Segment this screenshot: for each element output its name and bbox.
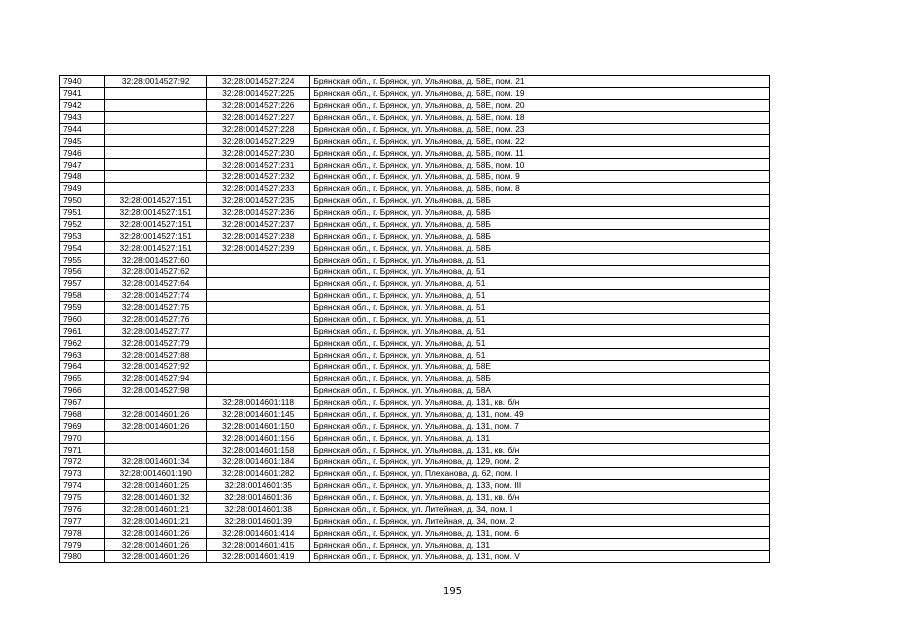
row-number-cell: 7958 (60, 289, 105, 301)
parcel-number-cell (105, 135, 207, 147)
row-number-cell: 7942 (60, 99, 105, 111)
object-number-cell (207, 325, 310, 337)
parcel-number-cell: 32:28:0014527:151 (105, 242, 207, 254)
object-number-cell: 32:28:0014527:227 (207, 111, 310, 123)
object-number-cell (207, 266, 310, 278)
address-cell: Брянская обл., г. Брянск, ул. Ульянова, д. 58Б, пом. 9 (310, 171, 770, 183)
address-cell: Брянская обл., г. Брянск, ул. Ульянова, д. 58Е, пом. 19 (310, 87, 770, 99)
parcel-number-cell: 32:28:0014527:88 (105, 349, 207, 361)
row-number-cell: 7956 (60, 266, 105, 278)
row-number-cell: 7944 (60, 123, 105, 135)
address-cell: Брянская обл., г. Брянск, ул. Ульянова, д. 131, пом. V (310, 551, 770, 563)
row-number-cell: 7945 (60, 135, 105, 147)
object-number-cell: 32:28:0014527:226 (207, 99, 310, 111)
table-row (60, 99, 770, 111)
address-cell: Брянская обл., г. Брянск, ул. Ульянова, д. 131, пом. 49 (310, 408, 770, 420)
address-cell: Брянская обл., г. Брянск, ул. Ульянова, д. 131, кв. б/н (310, 396, 770, 408)
address-cell: Брянская обл., г. Брянск, ул. Ульянова, д. 51 (310, 289, 770, 301)
address-cell: Брянская обл., г. Брянск, ул. Ульянова, д. 51 (310, 349, 770, 361)
object-number-cell: 32:28:0014527:229 (207, 135, 310, 147)
table-row (60, 515, 770, 527)
parcel-number-cell: 32:28:0014601:21 (105, 503, 207, 515)
table-row (60, 396, 770, 408)
table-row (60, 230, 770, 242)
row-number-cell: 7948 (60, 171, 105, 183)
object-number-cell: 32:28:0014601:35 (207, 479, 310, 491)
parcel-number-cell: 32:28:0014601:34 (105, 456, 207, 468)
object-number-cell (207, 337, 310, 349)
object-number-cell: 32:28:0014527:224 (207, 76, 310, 88)
row-number-cell: 7953 (60, 230, 105, 242)
table-row (60, 111, 770, 123)
table-row (60, 147, 770, 159)
table-row (60, 539, 770, 551)
address-cell: Брянская обл., г. Брянск, ул. Ульянова, д. 51 (310, 337, 770, 349)
table-row (60, 551, 770, 563)
parcel-number-cell: 32:28:0014527:75 (105, 301, 207, 313)
row-number-cell: 7959 (60, 301, 105, 313)
object-number-cell: 32:28:0014601:419 (207, 551, 310, 563)
row-number-cell: 7954 (60, 242, 105, 254)
address-cell: Брянская обл., г. Брянск, ул. Ульянова, д. 131 (310, 539, 770, 551)
object-number-cell: 32:28:0014601:282 (207, 467, 310, 479)
object-number-cell: 32:28:0014601:150 (207, 420, 310, 432)
parcel-number-cell: 32:28:0014601:32 (105, 491, 207, 503)
parcel-number-cell: 32:28:0014527:60 (105, 254, 207, 266)
address-cell: Брянская обл., г. Брянск, ул. Ульянова, д. 58Б, пом. 8 (310, 182, 770, 194)
row-number-cell: 7963 (60, 349, 105, 361)
address-cell: Брянская обл., г. Брянск, ул. Ульянова, д. 58Б (310, 206, 770, 218)
parcel-number-cell: 32:28:0014601:26 (105, 408, 207, 420)
table-row (60, 194, 770, 206)
table-row (60, 206, 770, 218)
address-cell: Брянская обл., г. Брянск, ул. Ульянова, д. 58Б, пом. 10 (310, 159, 770, 171)
object-number-cell: 32:28:0014527:233 (207, 182, 310, 194)
table-row (60, 301, 770, 313)
row-number-cell: 7980 (60, 551, 105, 563)
object-number-cell: 32:28:0014527:235 (207, 194, 310, 206)
table-row (60, 242, 770, 254)
table-row (60, 135, 770, 147)
table-row (60, 527, 770, 539)
table-row (60, 456, 770, 468)
object-number-cell: 32:28:0014601:118 (207, 396, 310, 408)
object-number-cell: 32:28:0014601:414 (207, 527, 310, 539)
parcel-number-cell: 32:28:0014601:190 (105, 467, 207, 479)
row-number-cell: 7975 (60, 491, 105, 503)
object-number-cell: 32:28:0014601:156 (207, 432, 310, 444)
table-row (60, 76, 770, 88)
row-number-cell: 7950 (60, 194, 105, 206)
parcel-number-cell: 32:28:0014601:26 (105, 551, 207, 563)
object-number-cell (207, 289, 310, 301)
address-cell: Брянская обл., г. Брянск, ул. Плеханова, д. 62, пом. I (310, 467, 770, 479)
object-number-cell: 32:28:0014527:239 (207, 242, 310, 254)
parcel-number-cell (105, 99, 207, 111)
table-row (60, 266, 770, 278)
table-row (60, 444, 770, 456)
parcel-number-cell (105, 182, 207, 194)
table-row (60, 420, 770, 432)
row-number-cell: 7976 (60, 503, 105, 515)
address-cell: Брянская обл., г. Брянск, ул. Ульянова, д. 58Б (310, 194, 770, 206)
address-cell: Брянская обл., г. Брянск, ул. Ульянова, д. 58Е, пом. 22 (310, 135, 770, 147)
row-number-cell: 7967 (60, 396, 105, 408)
table-row (60, 432, 770, 444)
parcel-number-cell: 32:28:0014601:26 (105, 539, 207, 551)
address-cell: Брянская обл., г. Брянск, ул. Ульянова, д. 58Е, пом. 20 (310, 99, 770, 111)
table-row (60, 503, 770, 515)
row-number-cell: 7951 (60, 206, 105, 218)
address-cell: Брянская обл., г. Брянск, ул. Ульянова, д. 58Б (310, 230, 770, 242)
object-number-cell: 32:28:0014601:38 (207, 503, 310, 515)
table-row (60, 325, 770, 337)
parcel-number-cell: 32:28:0014527:74 (105, 289, 207, 301)
row-number-cell: 7957 (60, 277, 105, 289)
address-cell: Брянская обл., г. Брянск, ул. Ульянова, д. 51 (310, 325, 770, 337)
table-row (60, 408, 770, 420)
table-row (60, 491, 770, 503)
table-row (60, 372, 770, 384)
address-cell: Брянская обл., г. Брянск, ул. Ульянова, д. 51 (310, 301, 770, 313)
address-cell: Брянская обл., г. Брянск, ул. Литейная, д. 34, пом. 2 (310, 515, 770, 527)
object-number-cell: 32:28:0014527:237 (207, 218, 310, 230)
parcel-number-cell (105, 111, 207, 123)
object-number-cell: 32:28:0014527:225 (207, 87, 310, 99)
row-number-cell: 7961 (60, 325, 105, 337)
object-number-cell: 32:28:0014527:228 (207, 123, 310, 135)
address-cell: Брянская обл., г. Брянск, ул. Литейная, д. 34, пом. I (310, 503, 770, 515)
row-number-cell: 7973 (60, 467, 105, 479)
address-cell: Брянская обл., г. Брянск, ул. Ульянова, д. 58Е, пом. 23 (310, 123, 770, 135)
row-number-cell: 7943 (60, 111, 105, 123)
table-row (60, 218, 770, 230)
object-number-cell (207, 349, 310, 361)
row-number-cell: 7966 (60, 384, 105, 396)
table-row (60, 87, 770, 99)
table-row (60, 254, 770, 266)
object-number-cell: 32:28:0014527:238 (207, 230, 310, 242)
table-row (60, 123, 770, 135)
parcel-number-cell: 32:28:0014601:26 (105, 420, 207, 432)
address-cell: Брянская обл., г. Брянск, ул. Ульянова, д. 131, кв. б/н (310, 491, 770, 503)
address-cell: Брянская обл., г. Брянск, ул. Ульянова, д. 51 (310, 254, 770, 266)
table-row (60, 361, 770, 373)
row-number-cell: 7952 (60, 218, 105, 230)
table-row (60, 171, 770, 183)
parcel-number-cell: 32:28:0014527:64 (105, 277, 207, 289)
parcel-number-cell: 32:28:0014527:76 (105, 313, 207, 325)
address-cell: Брянская обл., г. Брянск, ул. Ульянова, д. 131, пом. 7 (310, 420, 770, 432)
parcel-number-cell: 32:28:0014601:26 (105, 527, 207, 539)
row-number-cell: 7949 (60, 182, 105, 194)
row-number-cell: 7964 (60, 361, 105, 373)
row-number-cell: 7947 (60, 159, 105, 171)
parcel-number-cell: 32:28:0014527:77 (105, 325, 207, 337)
address-cell: Брянская обл., г. Брянск, ул. Ульянова, д. 129, пом. 2 (310, 456, 770, 468)
parcel-number-cell (105, 396, 207, 408)
table-row (60, 159, 770, 171)
object-number-cell: 32:28:0014527:231 (207, 159, 310, 171)
parcel-number-cell: 32:28:0014527:151 (105, 218, 207, 230)
parcel-number-cell (105, 147, 207, 159)
table-row (60, 384, 770, 396)
address-cell: Брянская обл., г. Брянск, ул. Ульянова, д. 58Б, пом. 11 (310, 147, 770, 159)
object-number-cell (207, 277, 310, 289)
property-table (59, 75, 770, 563)
object-number-cell: 32:28:0014601:36 (207, 491, 310, 503)
address-cell: Брянская обл., г. Брянск, ул. Ульянова, д. 51 (310, 277, 770, 289)
address-cell: Брянская обл., г. Брянск, ул. Ульянова, д. 51 (310, 313, 770, 325)
row-number-cell: 7970 (60, 432, 105, 444)
parcel-number-cell (105, 444, 207, 456)
address-cell: Брянская обл., г. Брянск, ул. Ульянова, д. 58Е, пом. 18 (310, 111, 770, 123)
parcel-number-cell (105, 123, 207, 135)
row-number-cell: 7979 (60, 539, 105, 551)
parcel-number-cell: 32:28:0014527:92 (105, 76, 207, 88)
row-number-cell: 7971 (60, 444, 105, 456)
row-number-cell: 7965 (60, 372, 105, 384)
page-number: 195 (442, 586, 463, 597)
parcel-number-cell: 32:28:0014527:151 (105, 230, 207, 242)
parcel-number-cell (105, 159, 207, 171)
object-number-cell (207, 313, 310, 325)
object-number-cell (207, 301, 310, 313)
address-cell: Брянская обл., г. Брянск, ул. Ульянова, д. 51 (310, 266, 770, 278)
address-cell: Брянская обл., г. Брянск, ул. Ульянова, д. 131, пом. 6 (310, 527, 770, 539)
parcel-number-cell: 32:28:0014527:151 (105, 194, 207, 206)
object-number-cell (207, 384, 310, 396)
address-cell: Брянская обл., г. Брянск, ул. Ульянова, д. 133, пом. III (310, 479, 770, 491)
table-row (60, 289, 770, 301)
address-cell: Брянская обл., г. Брянск, ул. Ульянова, д. 131 (310, 432, 770, 444)
row-number-cell: 7969 (60, 420, 105, 432)
row-number-cell: 7972 (60, 456, 105, 468)
row-number-cell: 7962 (60, 337, 105, 349)
row-number-cell: 7977 (60, 515, 105, 527)
object-number-cell: 32:28:0014527:236 (207, 206, 310, 218)
object-number-cell: 32:28:0014601:158 (207, 444, 310, 456)
parcel-number-cell: 32:28:0014527:98 (105, 384, 207, 396)
row-number-cell: 7946 (60, 147, 105, 159)
table-row (60, 182, 770, 194)
table-row (60, 337, 770, 349)
address-cell: Брянская обл., г. Брянск, ул. Ульянова, д. 58Е (310, 361, 770, 373)
parcel-number-cell: 32:28:0014527:151 (105, 206, 207, 218)
table-row (60, 313, 770, 325)
object-number-cell: 32:28:0014601:415 (207, 539, 310, 551)
row-number-cell: 7940 (60, 76, 105, 88)
table-row (60, 467, 770, 479)
object-number-cell: 32:28:0014527:230 (207, 147, 310, 159)
address-cell: Брянская обл., г. Брянск, ул. Ульянова, д. 131, кв. б/н (310, 444, 770, 456)
address-cell: Брянская обл., г. Брянск, ул. Ульянова, д. 58А (310, 384, 770, 396)
property-table-body (60, 76, 770, 563)
parcel-number-cell: 32:28:0014601:25 (105, 479, 207, 491)
object-number-cell: 32:28:0014601:39 (207, 515, 310, 527)
row-number-cell: 7941 (60, 87, 105, 99)
parcel-number-cell: 32:28:0014527:62 (105, 266, 207, 278)
table-row (60, 479, 770, 491)
parcel-number-cell (105, 171, 207, 183)
address-cell: Брянская обл., г. Брянск, ул. Ульянова, д. 58Б (310, 218, 770, 230)
object-number-cell: 32:28:0014527:232 (207, 171, 310, 183)
parcel-number-cell: 32:28:0014527:92 (105, 361, 207, 373)
parcel-number-cell (105, 432, 207, 444)
table-row (60, 349, 770, 361)
object-number-cell (207, 254, 310, 266)
parcel-number-cell: 32:28:0014527:94 (105, 372, 207, 384)
row-number-cell: 7978 (60, 527, 105, 539)
object-number-cell: 32:28:0014601:145 (207, 408, 310, 420)
row-number-cell: 7974 (60, 479, 105, 491)
object-number-cell (207, 372, 310, 384)
object-number-cell: 32:28:0014601:184 (207, 456, 310, 468)
address-cell: Брянская обл., г. Брянск, ул. Ульянова, д. 58Б (310, 242, 770, 254)
parcel-number-cell (105, 87, 207, 99)
table-row (60, 277, 770, 289)
address-cell: Брянская обл., г. Брянск, ул. Ульянова, д. 58Б (310, 372, 770, 384)
row-number-cell: 7955 (60, 254, 105, 266)
row-number-cell: 7960 (60, 313, 105, 325)
address-cell: Брянская обл., г. Брянск, ул. Ульянова, д. 58Е, пом. 21 (310, 76, 770, 88)
row-number-cell: 7968 (60, 408, 105, 420)
parcel-number-cell: 32:28:0014601:21 (105, 515, 207, 527)
parcel-number-cell: 32:28:0014527:79 (105, 337, 207, 349)
object-number-cell (207, 361, 310, 373)
